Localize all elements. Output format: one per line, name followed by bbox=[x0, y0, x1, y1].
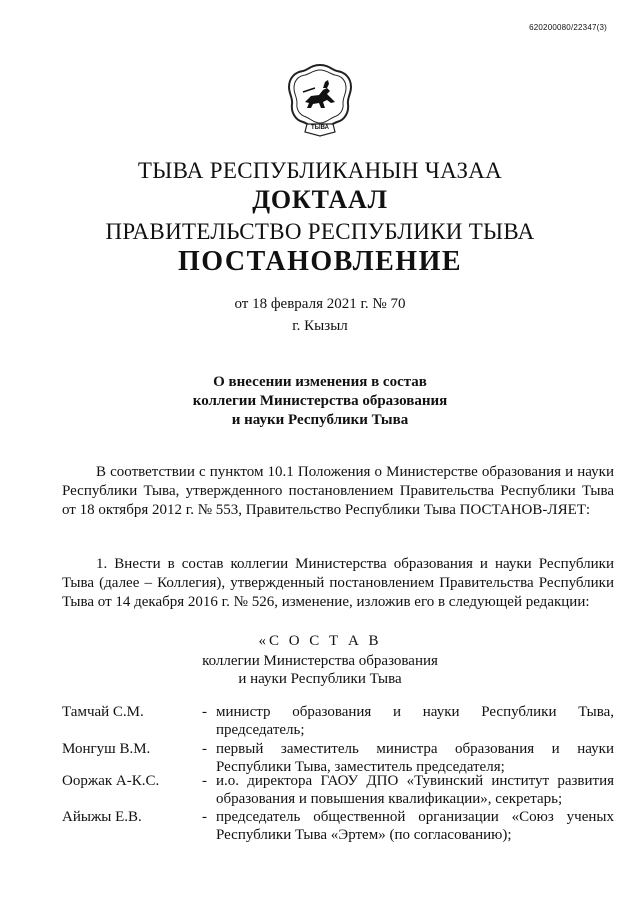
subject-line: О внесении изменения в состав bbox=[213, 374, 427, 390]
subject-line: коллегии Министерства образования bbox=[192, 393, 448, 409]
document-number: 620200080/22347(3) bbox=[529, 23, 607, 32]
member-dash: - bbox=[202, 809, 207, 825]
member-position: министр образования и науки Республики Тыва, председатель; bbox=[216, 704, 614, 738]
member-name: Монгуш В.М. bbox=[62, 741, 151, 757]
tuva-coat-of-arms-icon bbox=[285, 62, 355, 142]
subject-line: и науки Республики Тыва bbox=[231, 412, 409, 428]
member-name: Тамчай С.М. bbox=[62, 704, 144, 720]
header-line-russian-government: ПРАВИТЕЛЬСТВО РЕСПУБЛИКИ ТЫВА bbox=[105, 219, 535, 244]
preamble-paragraph: В соответствии с пунктом 10.1 Положения о Министерстве образования и науки Республики Тыва, утвержденного постановлением Правительства Республики Тыва от 18 октября 2012 г. № 553, Правительство Республики Тыва ПОСТАНОВ-ЛЯЕТ: bbox=[62, 464, 614, 518]
emblem-text: ТЫВА bbox=[311, 125, 329, 131]
composition-subtitle-line: и науки Республики Тыва bbox=[238, 671, 402, 687]
header-line-postanovlenie: ПОСТАНОВЛЕНИЕ bbox=[177, 246, 463, 277]
clause-1-paragraph: 1. Внести в состав коллегии Министерства образования и науки Республики Тыва (далее – Коллегия), утвержденный постановлением Правительства Республики Тыва от 14 декабря 2016 г. № 526, изменение, изложив его в следующей редакции: bbox=[62, 556, 614, 610]
member-dash: - bbox=[202, 741, 207, 757]
decree-date-number: от 18 февраля 2021 г. № 70 bbox=[234, 296, 406, 312]
header-line-doktaal: ДОКТААЛ bbox=[252, 185, 388, 214]
member-position: председатель общественной организации «Союз ученых Республики Тыва «Эртем» (по согласованию); bbox=[216, 809, 614, 843]
composition-title: «С О С Т А В bbox=[258, 633, 382, 649]
member-dash: - bbox=[202, 704, 207, 720]
member-name: Айыжы Е.В. bbox=[62, 809, 142, 825]
composition-subtitle bbox=[0, 652, 640, 688]
composition-subtitle-line: коллегии Министерства образования bbox=[202, 653, 438, 669]
decree-city: г. Кызыл bbox=[292, 318, 348, 334]
member-name: Ооржак А-К.С. bbox=[62, 773, 160, 789]
member-dash: - bbox=[202, 773, 207, 789]
decree-subject bbox=[0, 373, 640, 430]
member-position: первый заместитель министра образования и науки Республики Тыва, заместитель председателя; bbox=[216, 741, 614, 775]
header-line-tuvan-government: ТЫВА РЕСПУБЛИКАНЫН ЧАЗАА bbox=[137, 158, 503, 183]
member-position: и.о. директора ГАОУ ДПО «Тувинский институт развития образования и повышения квалификации», секретарь; bbox=[216, 773, 614, 807]
